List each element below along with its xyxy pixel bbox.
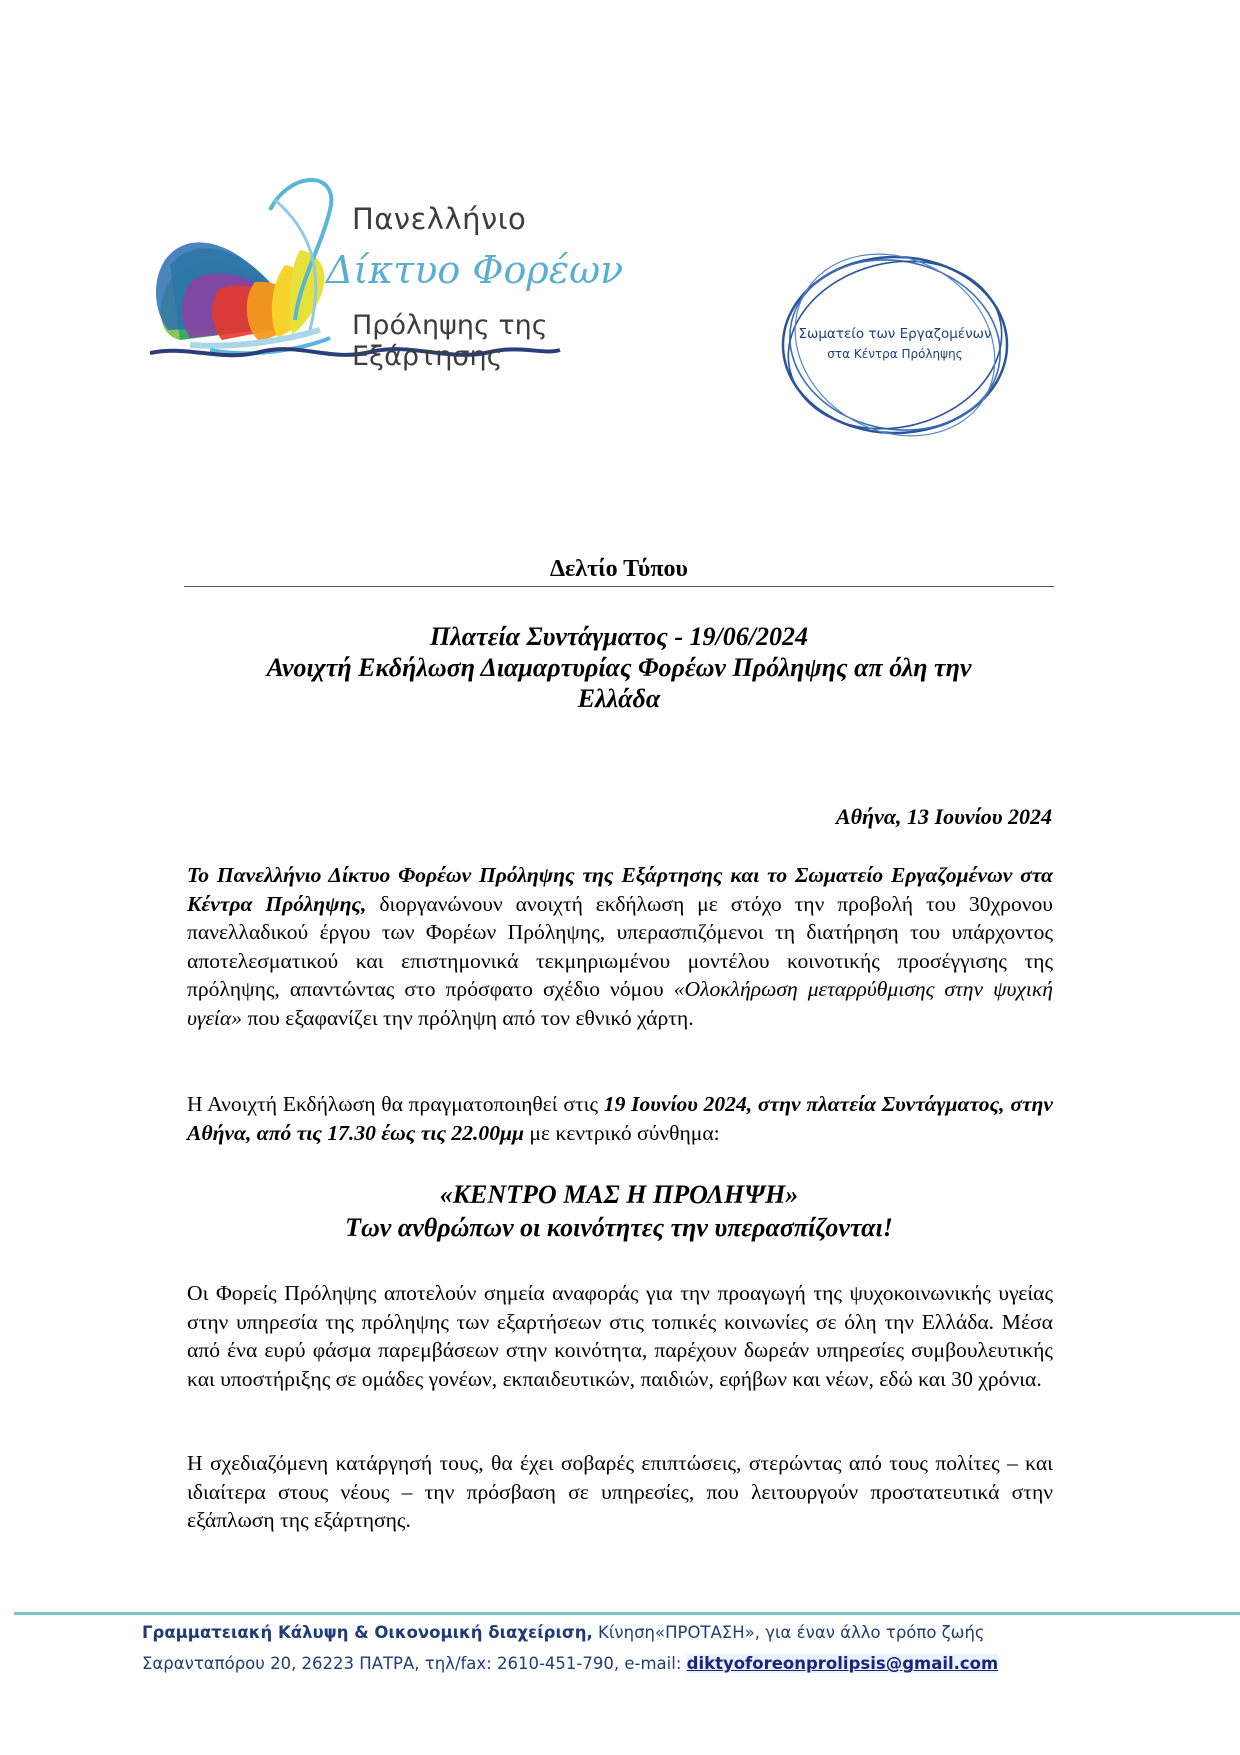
- p1-end: που εξαφανίζει την πρόληψη από τον εθνικό χάρτη.: [242, 1005, 694, 1030]
- footer-address: Σαρανταπόρου 20, 26223 ΠΑΤΡΑ, τηλ/fax: 2610-451-790, e-mail:: [142, 1654, 687, 1673]
- headline-line-1: Πλατεία Συντάγματος - 19/06/2024: [430, 622, 808, 651]
- headline-line-2: Ανοιχτή Εκδήλωση Διαμαρτυρίας Φορέων Πρόληψης απ όλη την: [266, 653, 972, 682]
- logo-line-3: Πρόληψης της Εξάρτησης: [352, 310, 548, 372]
- paragraph-4: Η σχεδιαζόμενη κατάργησή τους, θα έχει σοβαρές επιπτώσεις, στερώντας από τους πολίτες – και ιδιαίτερα στους νέους – την πρόσβαση σε υπηρεσίες, που λειτουργούν προστατευτικά στην εξάπλωση της εξάρτησης.: [187, 1451, 1053, 1532]
- paragraph-3: Οι Φορείς Πρόληψης αποτελούν σημεία αναφοράς για την προαγωγή της ψυχοκοινωνικής υγείας στην υπηρεσία της πρόληψης των εξαρτήσεων στις τοπικές κοινωνίες σε όλη την Ελλάδα. Μέσα από ένα ευρύ φάσμα παρεμβάσεων στην κοινότητα, παρέχουν δωρεάν υπηρεσίες συμβουλευτικής και υποστήριξης σε ομάδες γονέων, εκπαιδευτικών, παιδιών, εφήβων και νέων, εδώ και 30 χρόνια.: [187, 1281, 1053, 1391]
- p2-bold: 19 Ιουνίου 2024, στην πλατεία Συντάγματος, στην Αθήνα, από τις 17.30 έως τις 22.00μμ: [187, 1092, 1053, 1145]
- network-logo: [150, 170, 630, 410]
- p2-text: Η Ανοιχτή Εκδήλωση θα πραγματοποιηθεί στις: [187, 1092, 604, 1116]
- footer-line-1: [142, 1623, 1142, 1642]
- document-type: Δελτίο Τύπου: [550, 556, 688, 582]
- slogan-line-1: «ΚΕΝΤΡΟ ΜΑΣ Η ΠΡΟΛΗΨΗ»: [439, 1180, 799, 1209]
- footer-rule: [14, 1612, 1240, 1615]
- p1-text: διοργανώνουν ανοιχτή εκδήλωση με στόχο την προβολή του 30χρονου πανελλαδικού έργου των Φορέων Πρόληψης, υπερασπιζόμενοι τη διατήρηση του υπάρχοντος αποτελεσματικού και επιστημονικά τεκμηριωμένου μοντέλου κοινοτικής προσέγγισης της πρόληψης, απαντώντας στο πρόσφατο σχέδιο νόμου: [187, 891, 1053, 1001]
- paragraph-2: [187, 1090, 1053, 1147]
- union-logo-line-2: στα Κέντρα Πρόληψης: [827, 347, 963, 361]
- union-logo: [775, 250, 1015, 440]
- paragraph-1: [187, 861, 1053, 1032]
- union-logo-line-1: Σωματείο των Εργαζομένων: [798, 326, 992, 342]
- p1-italic: «Ολοκλήρωση μεταρρύθμισης στην ψυχική υγεία»: [187, 977, 1053, 1030]
- footer-bold: Γραμματειακή Κάλυψη & Οικονομική διαχείριση,: [142, 1623, 593, 1642]
- logo-line-1: Πανελλήνιο: [352, 202, 527, 236]
- headline-line-3: Ελλάδα: [577, 684, 661, 713]
- union-seal-icon: [775, 250, 1015, 440]
- footer-line-2: [142, 1654, 1142, 1673]
- p1-bold: Το Πανελλήνιο Δίκτυο Φορέων Πρόληψης της Εξάρτησης και το Σωματείο Εργαζομένων στα Κέντρα Πρόληψης,: [187, 863, 1053, 916]
- email-link[interactable]: diktyoforeonprolipsis@gmail.com: [686, 1654, 999, 1673]
- title-rule: [184, 586, 1054, 587]
- footer-text-1: Κίνηση«ΠΡΟΤΑΣΗ», για έναν άλλο τρόπο ζωής: [592, 1623, 985, 1642]
- p2-end: με κεντρικό σύνθημα:: [524, 1120, 720, 1145]
- document-date: Αθήνα, 13 Ιουνίου 2024: [835, 804, 1052, 829]
- logo-line-2: Δίκτυο Φορέων: [326, 248, 624, 292]
- slogan-line-2: Των ανθρώπων οι κοινότητες την υπερασπίζονται!: [345, 1213, 893, 1242]
